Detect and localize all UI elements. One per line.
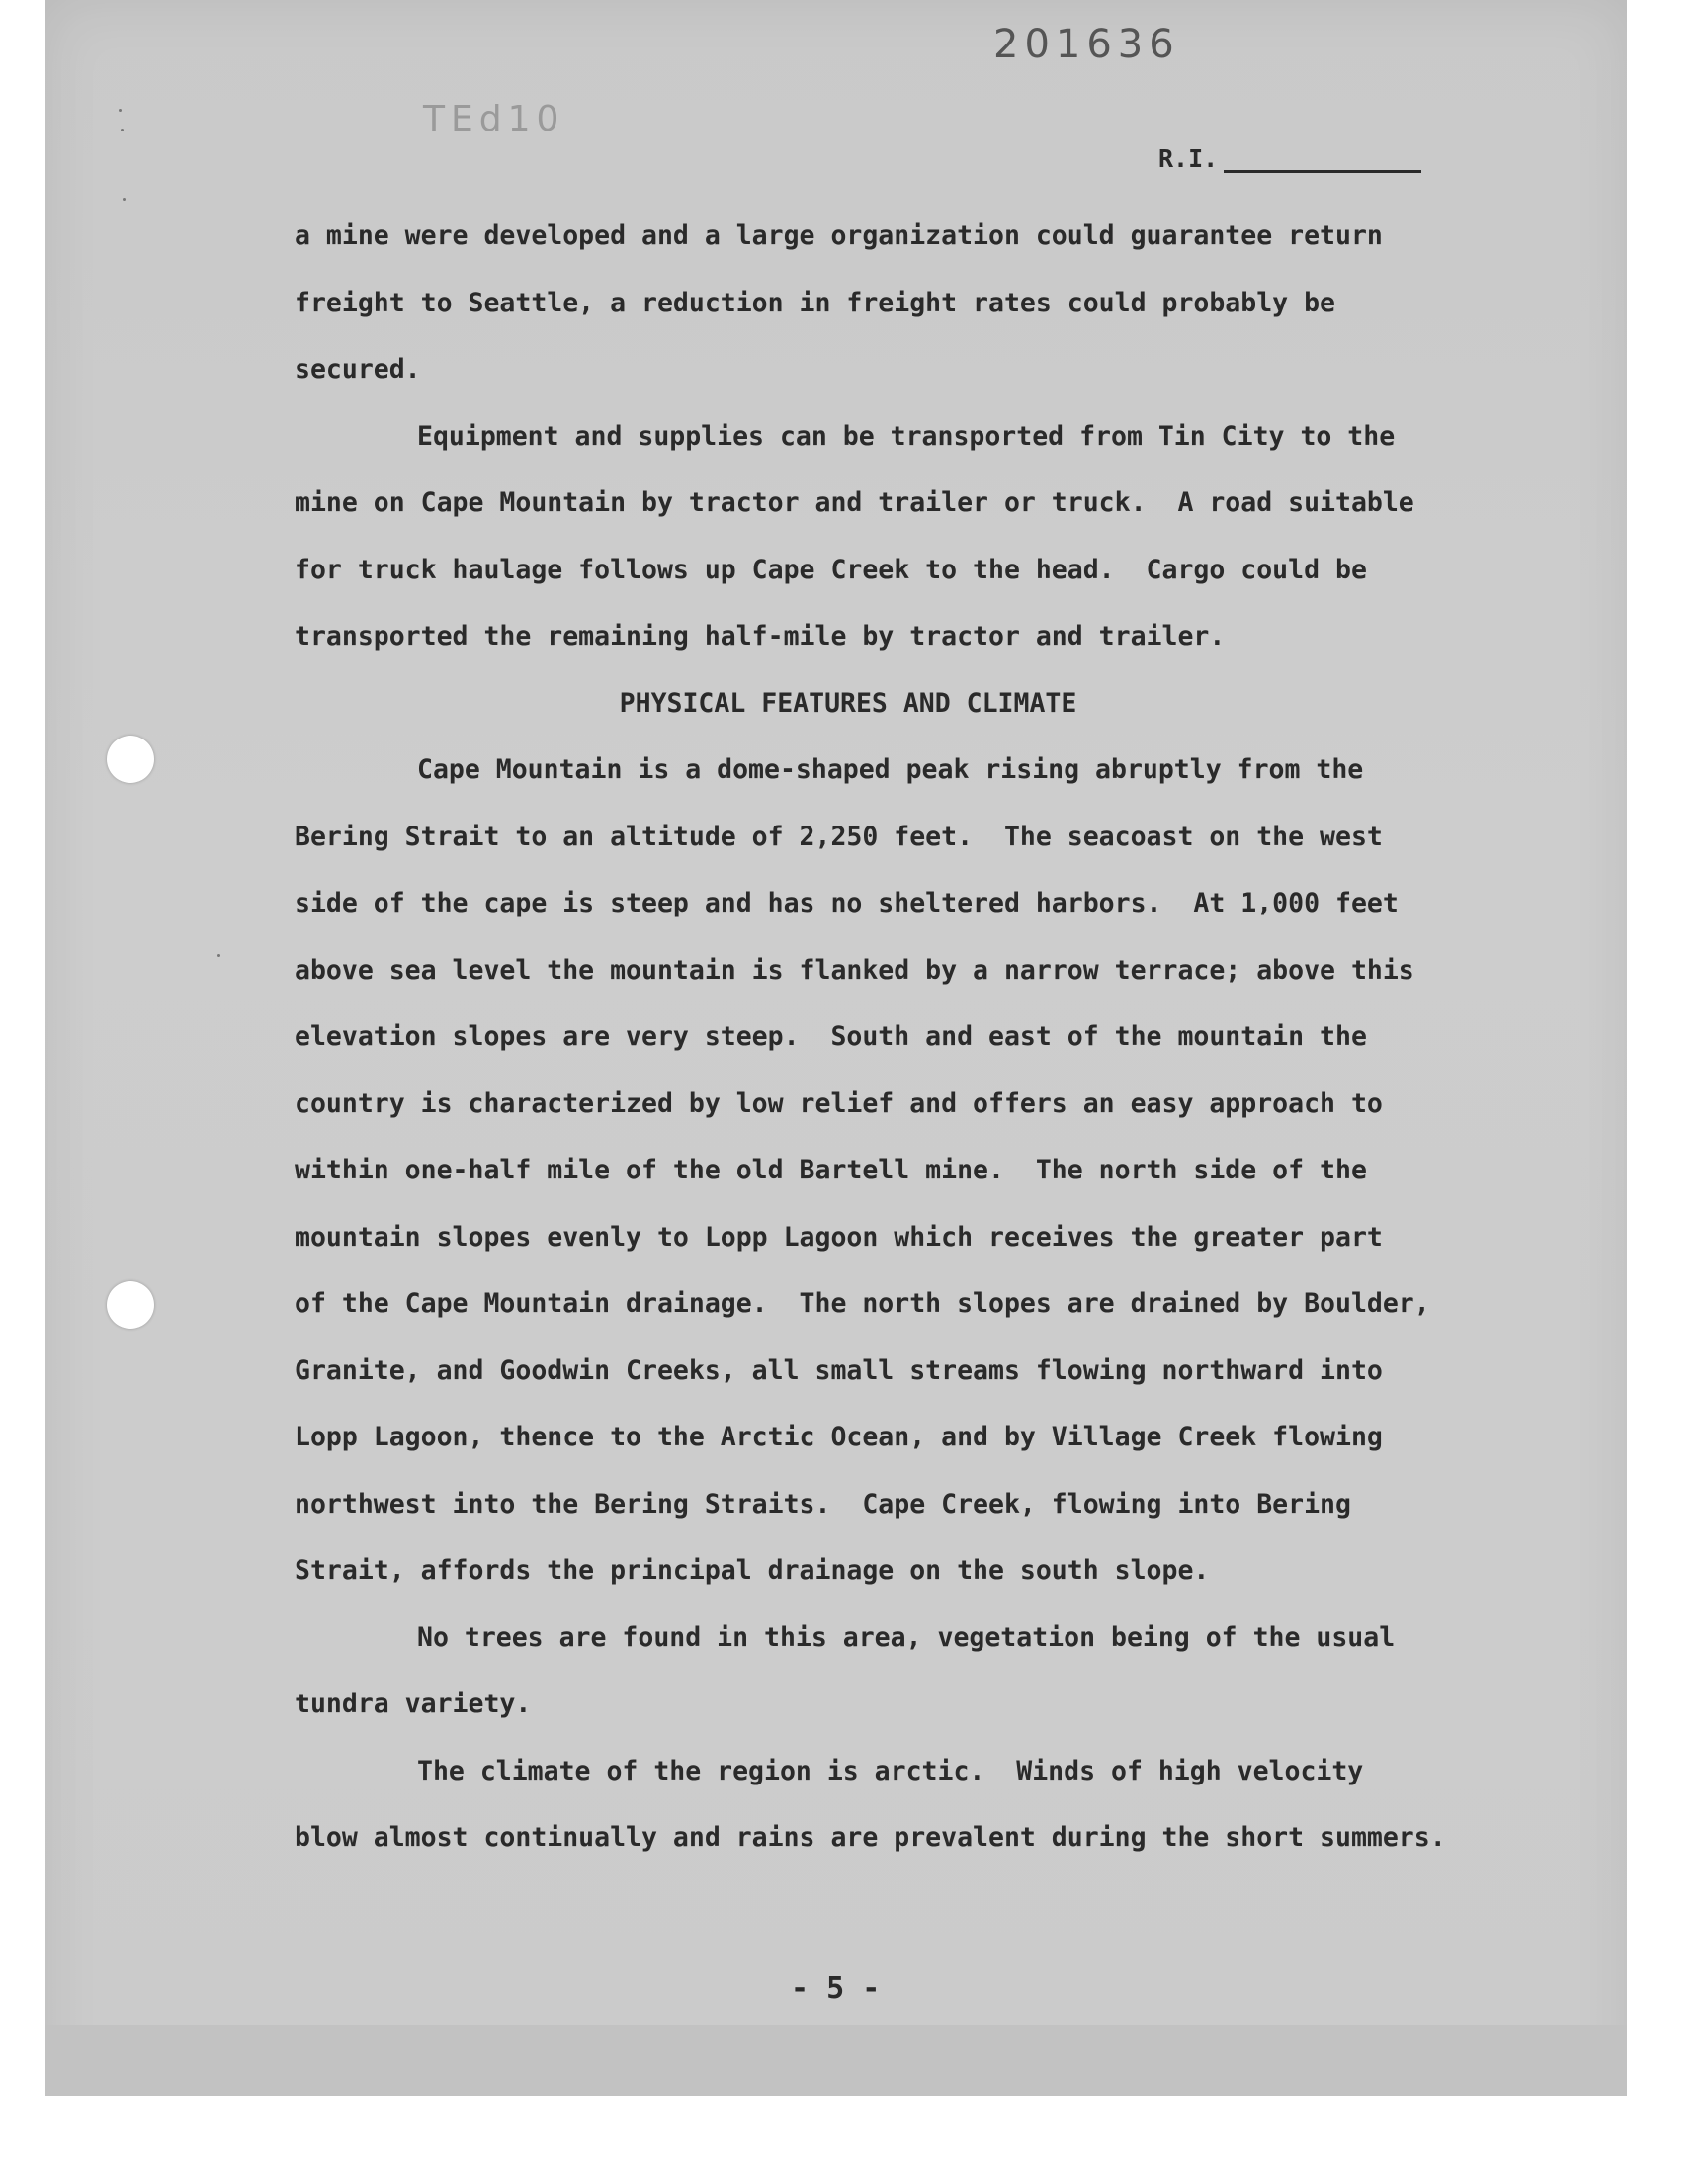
body-line: Bering Strait to an altitude of 2,250 feet. The seacoast on the west <box>295 821 1383 852</box>
page-number: - 5 - <box>791 1971 881 2006</box>
document-body <box>295 203 1520 1871</box>
body-line: tundra variety. <box>295 1689 532 1719</box>
body-line: transported the remaining half-mile by tractor and trailer. <box>295 621 1226 652</box>
body-line: of the Cape Mountain drainage. The north slopes are drained by Boulder, <box>295 1288 1430 1319</box>
scan-bottom-edge <box>45 2025 1627 2096</box>
body-line: freight to Seattle, a reduction in freight rates could probably be <box>295 287 1335 318</box>
margin-speck <box>119 109 122 112</box>
ri-blank-line <box>1224 148 1421 173</box>
paragraph-first-line: Equipment and supplies can be transported from Tin City to the <box>417 420 1396 452</box>
body-line: Strait, affords the principal drainage on the south slope. <box>295 1555 1210 1586</box>
body-line: side of the cape is steep and has no sheltered harbors. At 1,000 feet <box>295 888 1399 918</box>
body-line: blow almost continually and rains are prevalent during the short summers. <box>295 1822 1446 1853</box>
body-line: mine on Cape Mountain by tractor and trailer or truck. A road suitable <box>295 487 1414 518</box>
body-line: a mine were developed and a large organization could guarantee return <box>295 220 1383 251</box>
document-stamp-number: 201636 <box>993 22 1180 67</box>
body-line: Lopp Lagoon, thence to the Arctic Ocean, and by Village Creek flowing <box>295 1422 1383 1452</box>
body-line: for truck haulage follows up Cape Creek to the head. Cargo could be <box>295 554 1367 585</box>
body-line: country is characterized by low relief and offers an easy approach to <box>295 1088 1383 1119</box>
ri-field <box>1158 144 1421 173</box>
body-line: mountain slopes evenly to Lopp Lagoon which receives the greater part <box>295 1221 1383 1253</box>
body-line: northwest into the Bering Straits. Cape Creek, flowing into Bering <box>295 1488 1351 1520</box>
paragraph-first-line: The climate of the region is arctic. Winds of high velocity <box>417 1755 1364 1786</box>
punch-hole-top <box>107 736 154 783</box>
paragraph-first-line: Cape Mountain is a dome-shaped peak rising abruptly from the <box>417 754 1364 785</box>
margin-speck <box>121 129 124 131</box>
section-heading: PHYSICAL FEATURES AND CLIMATE <box>619 687 1077 719</box>
body-line: above sea level the mountain is flanked by a narrow terrace; above this <box>295 954 1414 986</box>
body-line: Granite, and Goodwin Creeks, all small streams flowing northward into <box>295 1354 1383 1386</box>
margin-speck <box>123 198 126 201</box>
body-line: secured. <box>295 354 421 385</box>
body-line: elevation slopes are very steep. South and east of the mountain the <box>295 1021 1367 1052</box>
ri-label: R.I. <box>1158 144 1219 173</box>
faint-stamp: TEd10 <box>423 99 565 139</box>
paragraph-first-line: No trees are found in this area, vegetation being of the usual <box>417 1621 1396 1653</box>
margin-speck <box>217 954 220 957</box>
punch-hole-bottom <box>107 1281 154 1329</box>
body-line: within one-half mile of the old Bartell mine. The north side of the <box>295 1155 1367 1185</box>
